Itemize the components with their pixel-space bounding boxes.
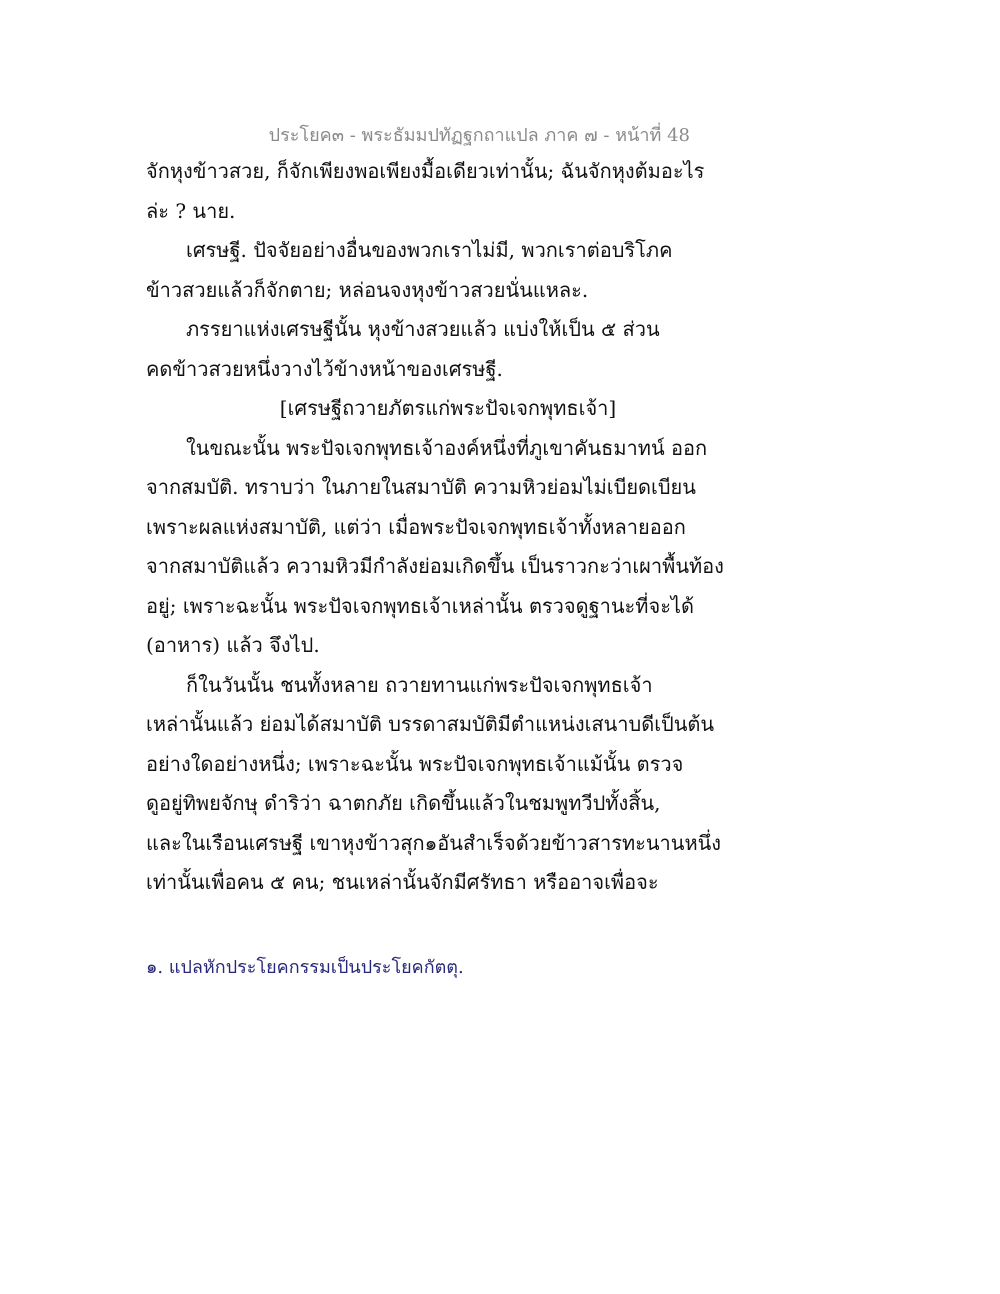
text-line: ดูอยู่ทิพยจักษุ ดำริว่า ฉาตกภัย เกิดขึ้นแล้วในชมพูทวีปทั้งสิ้น, [146,791,661,815]
text-line: เท่านั้นเพื่อคน ๕ คน; ชนเหล่านั้นจักมีศรัทธา หรืออาจเพื่อจะ [146,870,659,894]
text-line: ก็ในวันนั้น ชนทั้งหลาย ถวายทานแก่พระปัจเจกพุทธเจ้า [186,672,653,697]
text-line: คดข้าวสวยหนึ่งวางไว้ข้างหน้าของเศรษฐี. [146,356,503,381]
text-line: เหล่านั้นแล้ว ย่อมได้สมาบัติ บรรดาสมบัติมีตำแหน่งเสนาบดีเป็นต้น [146,712,715,736]
text-line: อย่างใดอย่างหนึ่ง; เพราะฉะนั้น พระปัจเจกพุทธเจ้าแม้นั้น ตรวจ [146,751,684,776]
text-line: ภรรยาแห่งเศรษฐีนั้น หุงข้างสวยแล้ว แบ่งให้เป็น ๕ ส่วน [186,317,660,341]
text-line: จักหุงข้าวสวย, ก็จักเพียงพอเพียงมื้อเดียวเท่านั้น; ฉันจักหุงต้มอะไร [146,159,705,183]
text-line: จากสมบัติ. ทราบว่า ในภายในสมาบัติ ความหิวย่อมไม่เบียดเบียน [146,475,696,499]
text-line: จากสมาบัติแล้ว ความหิวมีกำลังย่อมเกิดขึ้น เป็นราวกะว่าเผาพื้นท้อง [146,554,724,578]
body-text [146,152,724,903]
text-line: อยู่; เพราะฉะนั้น พระปัจเจกพุทธเจ้าเหล่านั้น ตรวจดูฐานะที่จะได้ [146,593,694,618]
page-header: ประโยค๓ - พระธัมมปทัฏฐกถาแปล ภาค ๗ - หน้าที่ 48 [268,125,690,146]
text-line: และในเรือนเศรษฐี เขาหุงข้าวสุก๑อันสำเร็จด้วยข้าวสารทะนานหนึ่ง [146,830,722,855]
section-heading: [เศรษฐีถวายภัตรแก่พระปัจเจกพุทธเจ้า] [279,396,617,420]
text-line: (อาหาร) แล้ว จึงไป. [146,633,320,657]
text-line: ล่ะ ? นาย. [146,198,236,223]
text-line: เพราะผลแห่งสมาบัติ, แต่ว่า เมื่อพระปัจเจกพุทธเจ้าทั้งหลายออก [146,514,686,539]
text-line: เศรษฐี. ปัจจัยอย่างอื่นของพวกเราไม่มี, พวกเราต่อบริโภค [186,238,673,262]
text-line: ข้าวสวยแล้วก็จักตาย; หล่อนจงหุงข้าวสวยนั่นแหละ. [146,277,589,302]
text-line: ในขณะนั้น พระปัจเจกพุทธเจ้าองค์หนึ่งที่ภูเขาคันธมาทน์ ออก [186,435,708,460]
footnote: ๑. แปลหักประโยคกรรมเป็นประโยคกัตตุ. [146,957,464,978]
